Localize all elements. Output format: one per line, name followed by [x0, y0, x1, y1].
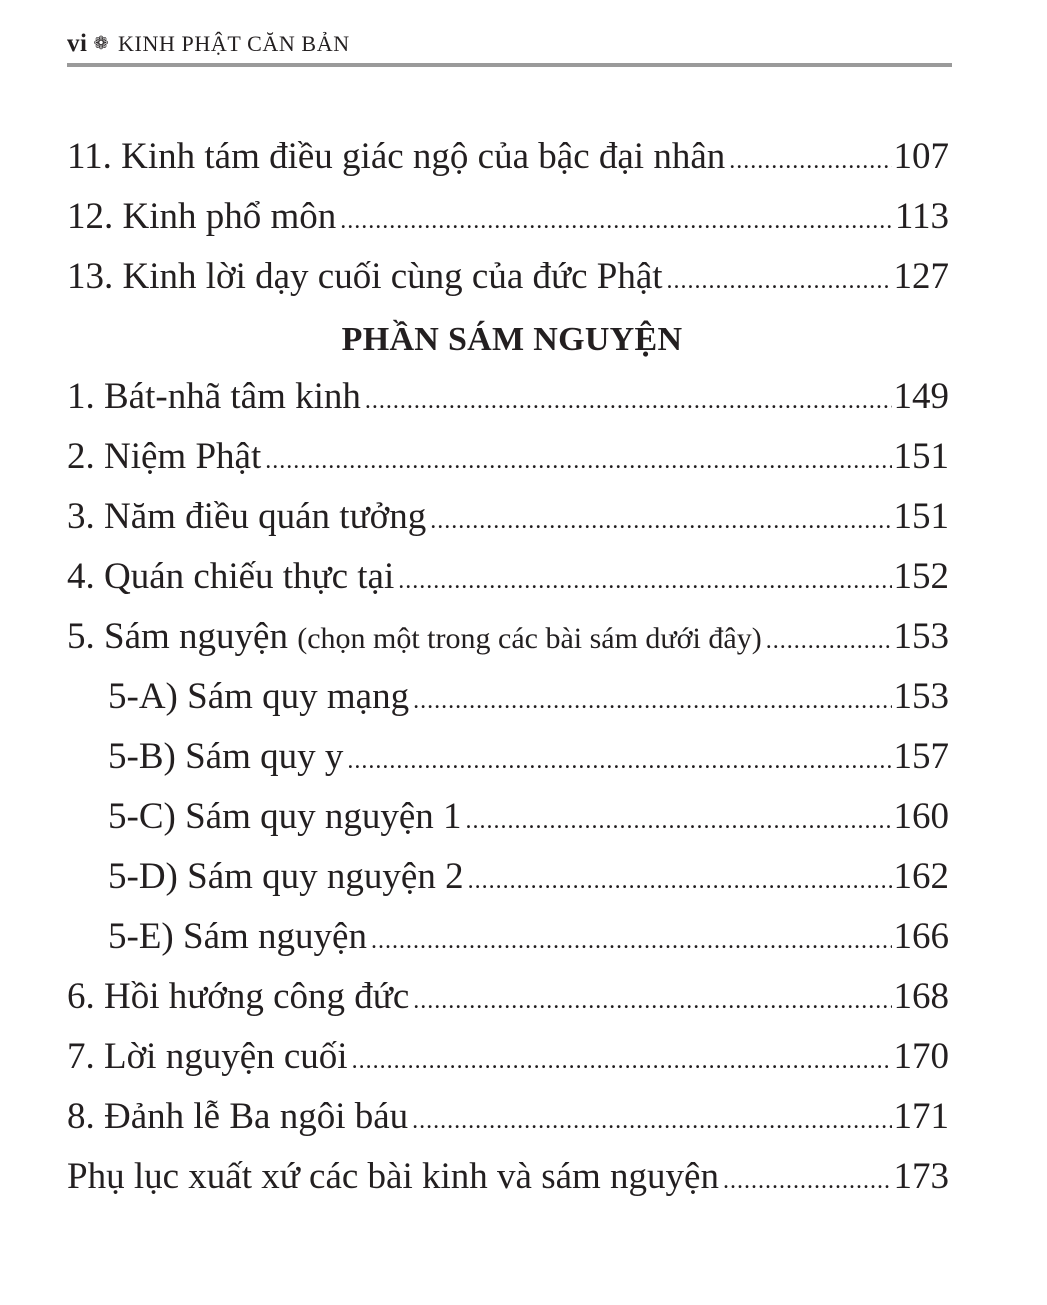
toc-entry: [67, 127, 949, 187]
toc-entry-title: [108, 727, 343, 787]
dot-leader: [412, 1091, 891, 1151]
toc-entry-title: [67, 1027, 348, 1087]
toc-page-number: 173: [893, 1156, 949, 1197]
toc-entry: [67, 247, 949, 307]
toc-entry-note: (chọn một trong các bài sám dưới đây): [297, 622, 762, 655]
toc-entry-label: 2. Niệm Phật: [67, 436, 262, 477]
dot-leader: [340, 191, 893, 251]
toc-page-number: 113: [894, 196, 949, 237]
toc-entry: [67, 187, 949, 247]
table-of-contents: [67, 127, 949, 1207]
toc-entry-title: [67, 967, 409, 1027]
toc-entry-title: [67, 427, 261, 487]
toc-entry-title: [67, 1147, 719, 1207]
dot-leader: [365, 371, 892, 431]
dot-leader: [371, 911, 892, 971]
running-head: [67, 30, 952, 66]
toc-entry: [67, 367, 949, 427]
toc-entry-label: 8. Đảnh lễ Ba ngôi báu: [67, 1096, 409, 1137]
dot-leader: [729, 131, 891, 191]
toc-page-number: 171: [893, 1096, 949, 1137]
section-heading: PHẦN SÁM NGUYỆN: [341, 321, 683, 358]
toc-entry-label: 5-A) Sám quy mạng: [108, 676, 410, 717]
toc-entry-label: 13. Kinh lời dạy cuối cùng của đức Phật: [67, 256, 663, 297]
toc-entry-label: 6. Hồi hướng công đức: [67, 976, 410, 1017]
toc-page-number: 149: [893, 376, 949, 417]
dot-leader: [723, 1151, 892, 1211]
toc-entry: [67, 547, 949, 607]
dot-leader: [347, 731, 891, 791]
toc-entry-label: 3. Năm điều quán tưởng: [67, 496, 427, 537]
toc-entry-title: [67, 367, 361, 427]
toc-page-number: 151: [893, 436, 949, 477]
toc-entry: [67, 427, 949, 487]
dot-leader: [398, 551, 891, 611]
toc-entry-label: 12. Kinh phổ môn: [67, 196, 337, 237]
dot-leader: [667, 251, 892, 311]
toc-page-number: 153: [893, 676, 949, 717]
toc-subentry: [67, 907, 949, 967]
toc-entry: [67, 1027, 949, 1087]
toc-page-number: 127: [893, 256, 949, 297]
toc-entry-label: 11. Kinh tám điều giác ngộ của bậc đại nhân: [67, 136, 726, 177]
toc-entry-title: [108, 907, 367, 967]
toc-page-number: 151: [893, 496, 949, 537]
toc-subentry: [67, 787, 949, 847]
page-number: vi: [67, 30, 88, 57]
dot-leader: [265, 431, 891, 491]
toc-entry-label: 5-C) Sám quy nguyện 1: [108, 796, 462, 837]
toc-entry-title: [67, 127, 725, 187]
dot-leader: [413, 671, 891, 731]
toc-page-number: 160: [893, 796, 949, 837]
toc-page-number: 107: [893, 136, 949, 177]
toc-entry-title: [67, 247, 663, 307]
toc-entry-label: 1. Bát-nhã tâm kinh: [67, 376, 361, 417]
toc-entry: [67, 607, 949, 667]
toc-subentry: [67, 667, 949, 727]
toc-entry-title: [108, 847, 464, 907]
toc-page-number: 162: [893, 856, 949, 897]
toc-page-number: 157: [893, 736, 949, 777]
dot-leader: [466, 791, 892, 851]
dot-leader: [766, 611, 892, 671]
toc-entry: [67, 1147, 949, 1207]
toc-entry: [67, 1087, 949, 1147]
toc-page-number: 168: [893, 976, 949, 1017]
toc-entry-label: 5-D) Sám quy nguyện 2: [108, 856, 464, 897]
toc-entry-label: 5-E) Sám nguyện: [108, 916, 367, 957]
toc-entry-title: [67, 187, 336, 247]
toc-entry-label: 7. Lời nguyện cuối: [67, 1036, 348, 1077]
toc-entry-label: 5-B) Sám quy y: [108, 736, 344, 777]
toc-entry-title: [108, 787, 462, 847]
toc-entry-label: Phụ lục xuất xứ các bài kinh và sám nguyện: [67, 1156, 719, 1197]
toc-page-number: 153: [893, 616, 949, 657]
dot-leader: [413, 971, 891, 1031]
toc-entry-title: [67, 487, 426, 547]
dot-leader: [352, 1031, 892, 1091]
toc-entry-title: [108, 667, 409, 727]
flower-ornament-icon: ❁: [93, 33, 110, 53]
header-rule: [67, 63, 952, 67]
book-title: KINH PHẬT CĂN BẢN: [118, 31, 350, 56]
toc-subentry: [67, 847, 949, 907]
toc-entry-title: [67, 547, 394, 607]
toc-entry-label: 5. Sám nguyện: [67, 616, 288, 657]
toc-entry-title: [67, 607, 762, 669]
toc-entry: [67, 487, 949, 547]
toc-entry-label: 4. Quán chiếu thực tại: [67, 556, 395, 597]
dot-leader: [468, 851, 892, 911]
toc-subentry: [67, 727, 949, 787]
toc-page-number: 152: [893, 556, 949, 597]
toc-page-number: 166: [893, 916, 949, 957]
toc-entry-title: [67, 1087, 408, 1147]
toc-page-number: 170: [893, 1036, 949, 1077]
dot-leader: [430, 491, 891, 551]
toc-entry: [67, 967, 949, 1027]
